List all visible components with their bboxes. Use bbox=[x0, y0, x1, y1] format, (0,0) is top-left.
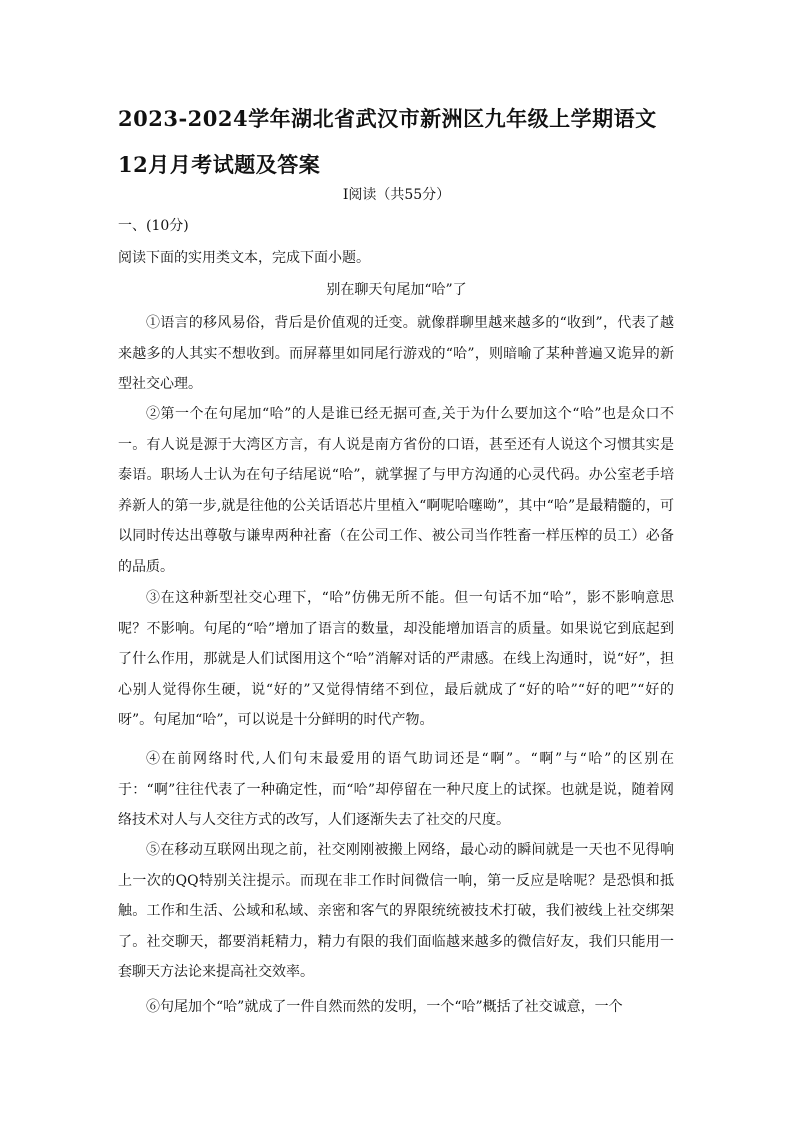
paragraph-3: ③在这种新型社交心理下，“哈”仿佛无所不能。但一句话不加“哈”，影不影响意思呢？不影响。句尾的“哈”增加了语言的数量，却没能增加语言的质量。如果说它到底起到了什么作用，那就是人们试图用这个“哈”消解对话的严肃感。在线上沟通时，说“好”，担心别人觉得你生硬，说“好的”又觉得情绪不到位，最后就成了“好的哈”“好的吧”“好的呀”。句尾加“哈”，可以说是十分鲜明的时代产物。 bbox=[118, 590, 674, 728]
paragraph-2: ②第一个在句尾加“哈”的人是谁已经无据可查,关于为什么要加这个“哈”也是众口不一。有人说是源于大湾区方言，有人说是南方省份的口语，甚至还有人说这个习惯其实是泰语。职场人士认为在句子结尾说“哈”，就掌握了与甲方沟通的心灵代码。办公室老手培养新人的第一步,就是往他的公关话语芯片里植入“啊呢哈噻呦”，其中“哈”是最精髓的，可以同时传达出尊敬与谦卑两种社畜（在公司工作、被公司当作牲畜一样压榨的员工）必备的品质。 bbox=[118, 406, 674, 575]
question-header: 一、(10分) bbox=[118, 218, 189, 234]
paragraph-4: ④在前网络时代,人们句末最爱用的语气助词还是“啊”。“啊”与“哈”的区别在于：“啊”往往代表了一种确定性，而“哈”却停留在一种尺度上的试探。也就是说，随着网络技术对人与人交往方式的改写，人们逐渐失去了社交的尺度。 bbox=[118, 751, 674, 828]
document-title: 2023-2024学年湖北省武汉市新洲区九年级上学期语文12月月考试题及答案 bbox=[118, 106, 657, 177]
paragraph-5: ⑤在移动互联网出现之前，社交刚刚被搬上网络，最心动的瞬间就是一天也不见得响上一次的QQ特别关注提示。而现在非工作时间微信一响，第一反应是啥呢？是恐惧和抵触。工作和生活、公域和私域、亲密和客气的界限统统被技术打破，我们被线上社交绑架了。社交聊天，都要消耗精力，精力有限的我们面临越来越多的微信好友，我们只能用一套聊天方法论来提高社交效率。 bbox=[118, 842, 674, 980]
instruction-text: 阅读下面的实用类文本，完成下面小题。 bbox=[118, 250, 370, 266]
paragraph-1: ①语言的移风易俗，背后是价值观的迁变。就像群聊里越来越多的“收到”，代表了越来越多的人其实不想收到。而屏幕里如同尾行游戏的“哈”，则暗喻了某种普遍又诡异的新型社交心理。 bbox=[118, 315, 674, 392]
section-heading: Ⅰ阅读（共55分） bbox=[342, 187, 451, 203]
paragraph-6: ⑥句尾加个“哈”就成了一件自然而然的发明，一个“哈”概括了社交诚意，一个 bbox=[146, 999, 623, 1015]
article-title: 别在聊天句尾加“哈”了 bbox=[326, 282, 467, 298]
